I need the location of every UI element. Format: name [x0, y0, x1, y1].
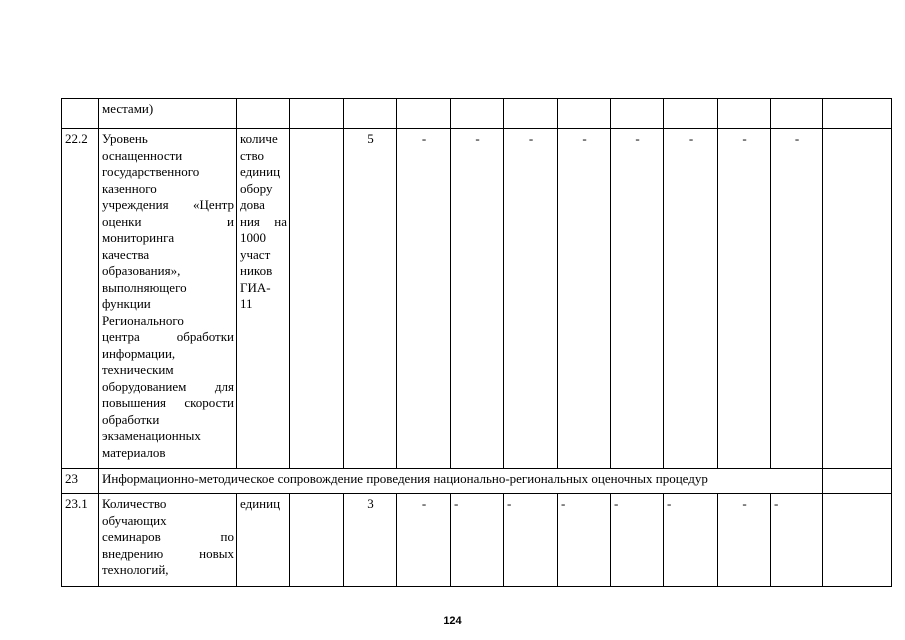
cell-dash: -: [504, 129, 558, 469]
cell-value: 3: [344, 494, 397, 587]
table-row-23: [62, 469, 892, 494]
cell-empty: [823, 469, 892, 494]
cell-dash: -: [397, 494, 451, 587]
cell-number: 22.2: [62, 129, 99, 469]
cell-dash: -: [451, 129, 504, 469]
cell-number: 23.1: [62, 494, 99, 587]
cell-dash: -: [664, 129, 718, 469]
page-number: 124: [443, 615, 462, 627]
indicator-table: [61, 98, 892, 587]
cell-dash: -: [771, 494, 823, 587]
table-row-continued: [62, 99, 892, 129]
cell-dash: -: [771, 129, 823, 469]
cell-dash: -: [664, 494, 718, 587]
cell-dash: -: [451, 494, 504, 587]
cell-value: 5: [344, 129, 397, 469]
cell-dash: -: [611, 129, 664, 469]
cell-dash: -: [611, 494, 664, 587]
cell-empty: [290, 494, 344, 587]
cell-unit: единиц: [237, 494, 290, 587]
cell-dash: -: [718, 129, 771, 469]
cell-empty: [823, 129, 892, 469]
cell-dash: -: [397, 129, 451, 469]
indicator-name-text: местами): [102, 101, 154, 116]
cell-number: 23: [62, 469, 99, 494]
cell-indicator-name: [99, 99, 237, 129]
cell-dash: -: [558, 129, 611, 469]
cell-dash: -: [504, 494, 558, 587]
cell-number: [62, 99, 99, 129]
cell-dash: -: [718, 494, 771, 587]
cell-indicator-name: Количество обучающих семинаров по внедрению новых технологий,: [99, 494, 237, 587]
cell-indicator-name: Уровень оснащенности государственного казенного учреждения «Центр оценки и мониторинга качества образования», выполняющего функции Регионального центра обработки информации, техническим оборудованием для повышения скорости обработки экзаменационных материалов: [99, 129, 237, 469]
cell-unit: количе ство единиц обору дова ния на 1000 участ ников ГИА- 11: [237, 129, 290, 469]
table-row-22-2: [62, 129, 892, 469]
cell-dash: -: [558, 494, 611, 587]
cell-empty: [823, 494, 892, 587]
table-row-23-1: [62, 494, 892, 587]
cell-empty: [290, 129, 344, 469]
section-title: Информационно-методическое сопровождение проведения национально-региональных оценочных процедур: [99, 469, 823, 494]
